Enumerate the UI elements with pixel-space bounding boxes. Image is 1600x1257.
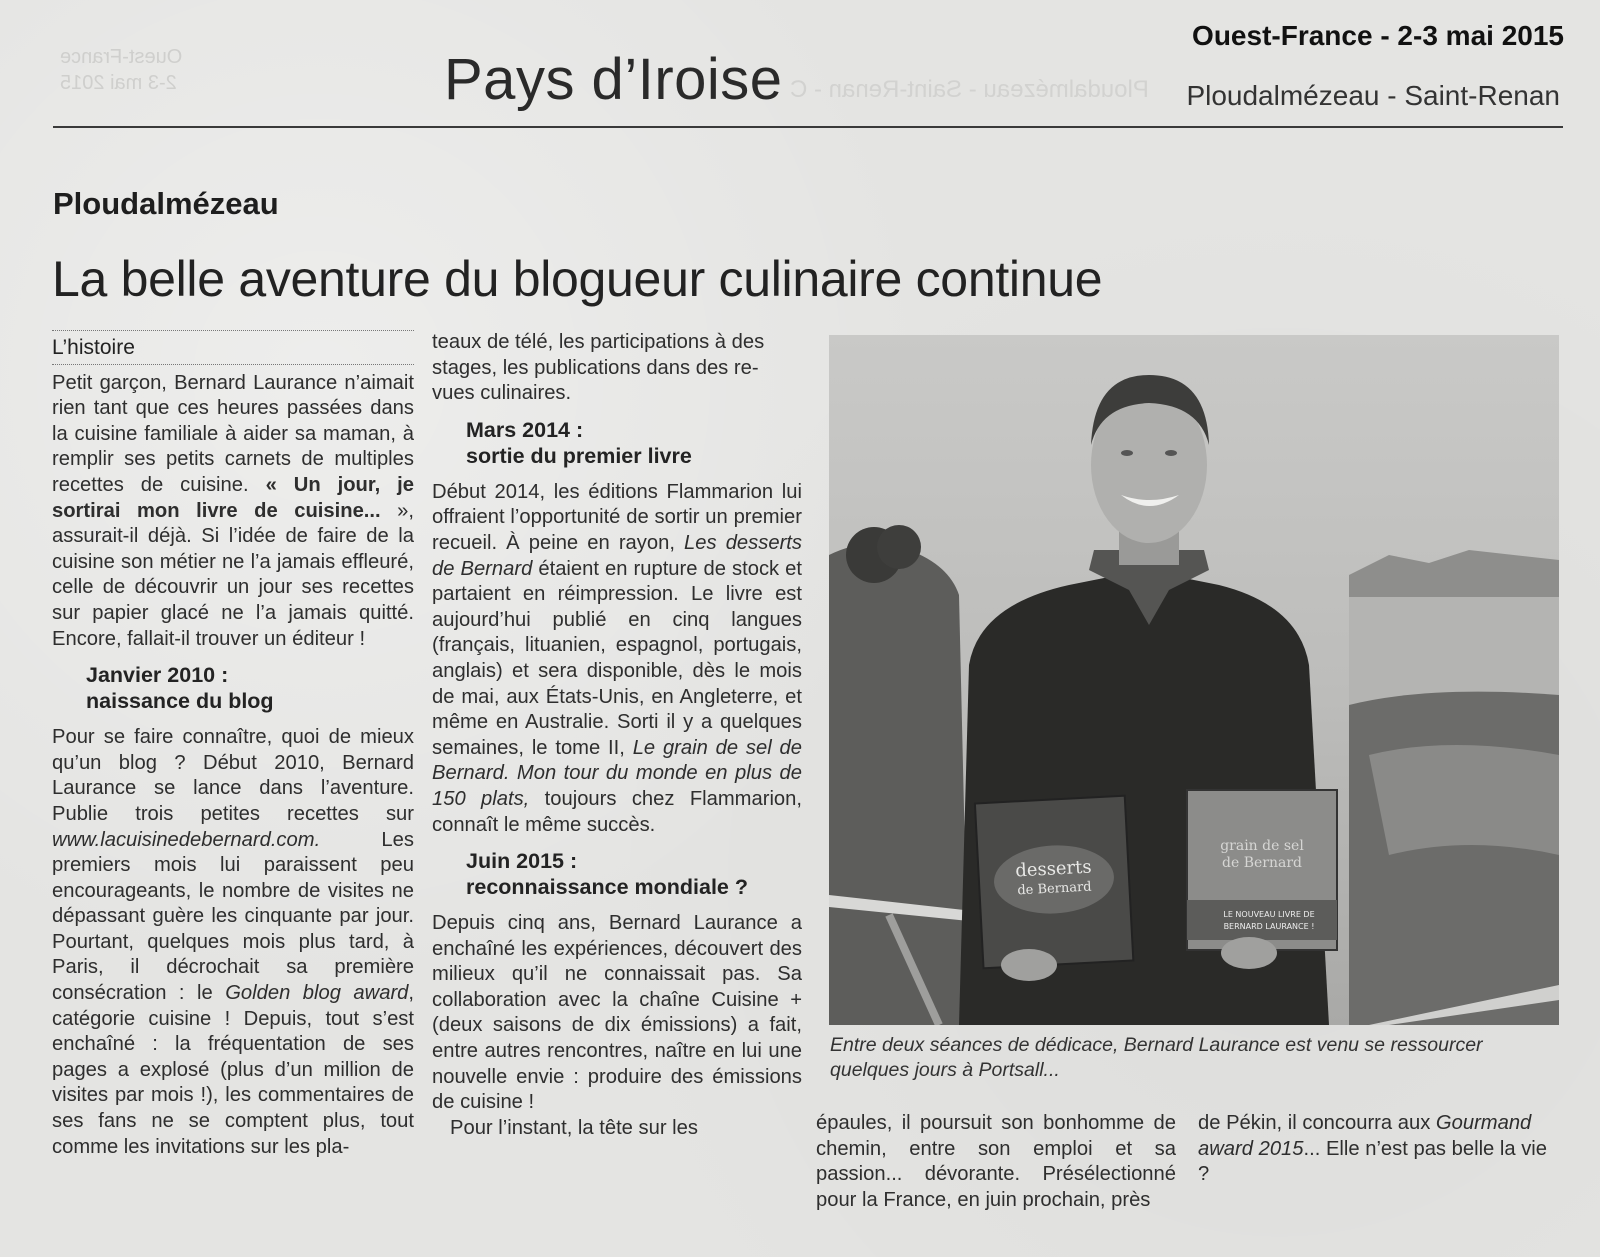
book-right-title: grain de sel: [1220, 838, 1304, 854]
article-column-2: [432, 330, 802, 1141]
book-right-band: LE NOUVEAU LIVRE DE: [1223, 910, 1315, 919]
intro-quote: « Un jour, je sortirai mon livre de cuisine...: [52, 473, 414, 522]
book-title: Le grain de sel de Bernard. Mon tour du monde en plus de 150 plats,: [432, 736, 802, 810]
article-photo: [829, 335, 1559, 1025]
masthead: Ouest-France - 2-3 mai 2015: [1192, 20, 1564, 51]
article-column-4: [1198, 1111, 1558, 1188]
ghost-bleedthrough-text: [60, 44, 190, 96]
box-label: L’histoire: [52, 336, 135, 359]
award-name: Golden blog award: [225, 982, 409, 1005]
body-text: , catégorie cuisine ! Depuis, tout s’est enchaîné : la fréquentation de ses pages a explosé (plus d’un million de visites par mois !), les commentaires de ses fans ne se comptent plus, tout comme les invitations sur les pla-: [52, 982, 415, 1158]
ghost-line: 2-3 mai 2015: [60, 72, 177, 94]
subhead-line: Janvier 2010 :: [86, 663, 229, 688]
intro-text-end: », assurait-il déjà. Si l’idée de faire de la cuisine son métier ne l’a jamais effleuré, celle de découvrir un jour ses recettes sur papier glacé ne l’a jamais quitté. Encore, fallait-il trouver un éditeur !: [52, 499, 414, 650]
svg-text:de Bernard: de Bernard: [1222, 855, 1302, 871]
locality-line: Ploudalmézeau - Saint-Renan: [1186, 80, 1560, 111]
award-name: Gourmand award 2015: [1198, 1112, 1532, 1160]
ghost-bleedthrough-strip: Ploudalmézeau - Saint-Renan - C: [790, 76, 1149, 103]
photo-illustration: [829, 335, 1559, 1025]
subhead-line: sortie du premier livre: [466, 443, 692, 468]
body-text: Les premiers mois lui paraissent peu encourageants, le nombre de visites ne dépassant guère les cinquante par jour. Pourtant, quelques mois plus tard, à Paris, il décrochait sa première consécration : le: [52, 828, 414, 1005]
book-left-title: desserts: [1014, 856, 1093, 882]
dotted-rule: [52, 364, 414, 365]
ghost-line: Ouest-France: [60, 46, 183, 68]
subhead-mars-2014: [432, 417, 802, 469]
article-headline: La belle aventure du blogueur culinaire continue: [52, 251, 1103, 307]
svg-text:BERNARD LAURANCE !: BERNARD LAURANCE !: [1223, 922, 1315, 931]
subhead-line: naissance du blog: [86, 689, 274, 714]
section-title: Pays d’Iroise: [444, 47, 783, 112]
body-text: de Pékin, il concourra aux: [1198, 1112, 1436, 1134]
section2-paragraph: [432, 480, 802, 838]
body-text: étaient en rupture de stock et partaient en réimpression. Le livre est aujourd’hui publié en cinq langues (français, lituanien, espagnol, portugais, anglais) et sera disponible, dès le mois de mai, aux États-Unis, en Angleterre, et même en Australie. Sorti il y a quelques semaines, le tome II,: [432, 557, 803, 759]
body-text: Pour se faire connaître, quoi de mieux qu’un blog ? Début 2010, Bernard Laurance se lance dans l’aventure. Publie trois petites recettes sur: [52, 726, 414, 825]
article-column-3: [816, 1111, 1176, 1213]
intro-text: Petit garçon, Bernard Laurance n’aimait rien tant que ces heures passées dans la cuisine familiale à aider sa maman, à remplir ses petits carnets de multiples recettes de cuisine.: [52, 371, 414, 496]
subhead-juin-2015: [432, 848, 802, 900]
subhead-line: Juin 2015 :: [466, 849, 578, 874]
subhead-line: reconnaissance mondiale ?: [466, 875, 748, 900]
book-title: Les desserts de Bernard: [432, 531, 802, 580]
article-kicker: Ploudalmézeau: [53, 186, 279, 221]
subhead-janvier-2010: [52, 662, 414, 714]
subhead-line: Mars 2014 :: [466, 417, 584, 442]
section1-paragraph: [52, 725, 414, 1160]
section3-ending: [1198, 1111, 1558, 1188]
section1-continued: teaux de télé, les participations à des stages, les publications dans des re- vues culinaires.: [432, 331, 765, 405]
intro-paragraph: [52, 371, 414, 653]
article-column-1: [52, 330, 414, 1160]
photo-caption: Entre deux séances de dédicace, Bernard Laurance est venu se ressourcer quelques jours à Portsall...: [830, 1034, 1483, 1081]
section3-paragraph: Depuis cinq ans, Bernard Laurance a enchaîné les expériences, découvert des milieux qu’il ne connaissait pas. Sa collaboration avec la chaîne Cuisine + (deux saisons de dix émissions) a fait, entre autres rencontres, naître en lui une nouvelle envie : produire des émissions de cuisine !: [432, 912, 802, 1114]
blog-url: www.lacuisinedebernard.com.: [52, 828, 321, 851]
section3-paragraph-2: Pour l’instant, la tête sur les: [450, 1116, 698, 1139]
header-rule: [53, 126, 1563, 128]
section3-continued: épaules, il poursuit son bonhomme de chemin, entre son emploi et sa passion... dévorante. Présélectionné pour la France, en juin prochain, près: [816, 1112, 1176, 1211]
body-text: toujours chez Flammarion, connaît le même succès.: [432, 787, 802, 836]
body-text: Début 2014, les éditions Flammarion lui offraient l’opportunité de sortir un premier recueil. À peine en rayon,: [432, 480, 802, 554]
svg-text:de Bernard: de Bernard: [1017, 879, 1092, 899]
body-text: ... Elle n’est pas belle la vie ?: [1198, 1137, 1548, 1186]
